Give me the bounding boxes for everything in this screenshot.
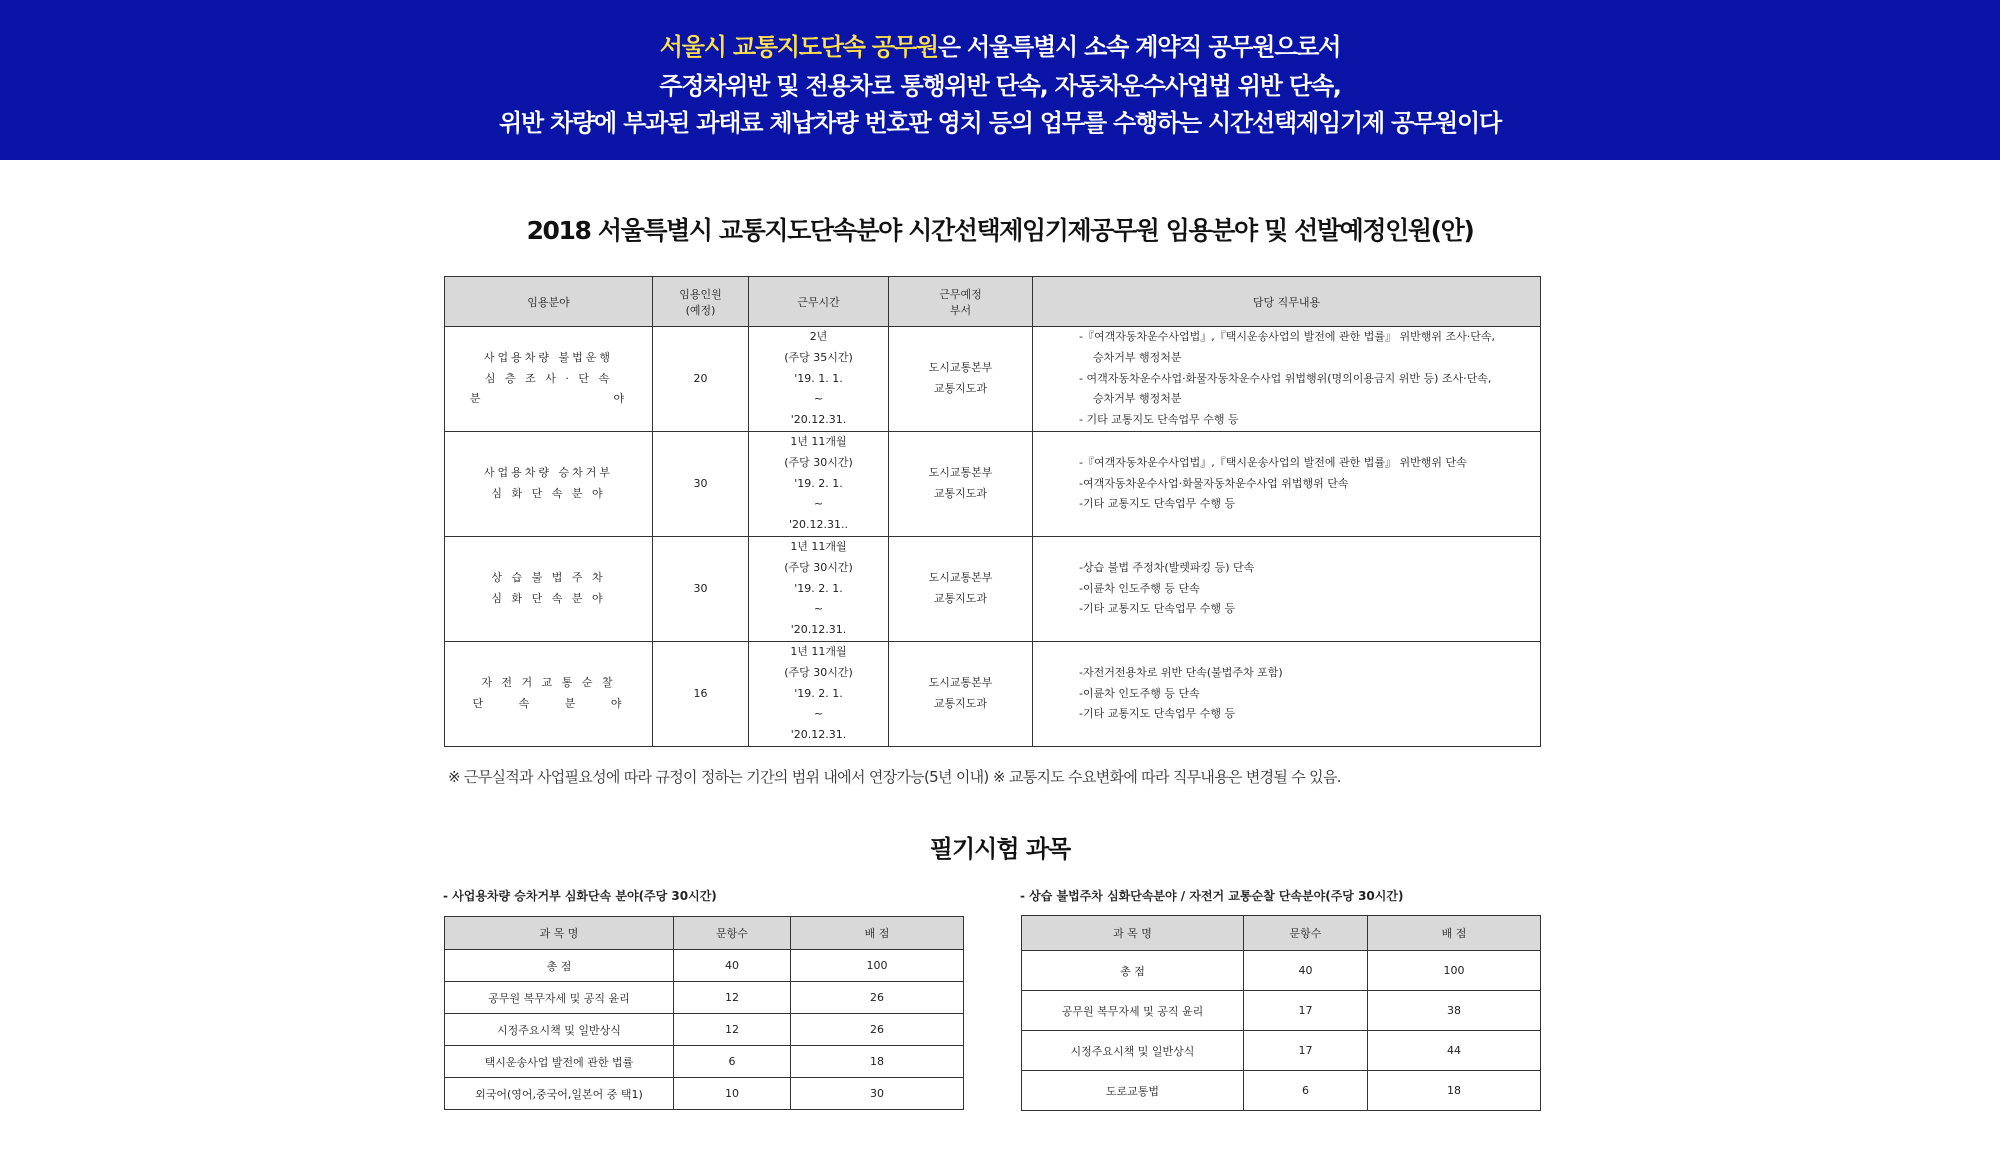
exam-table-2: [1021, 915, 1541, 1111]
header-dept: 근무예정 부서: [889, 277, 1033, 327]
exam-row: [445, 950, 964, 982]
note-duty-change: ※ 교통지도 수요변화에 따라 직무내용은 변경될 수 있음.: [993, 768, 1341, 786]
exam-question-count: 40: [674, 950, 791, 982]
exam-table-2-caption: - 상습 불법주차 심화단속분야 / 자전거 교통순찰 단속분야(주당 30시간): [1020, 889, 1404, 903]
exam-header-cell: 배 점: [1368, 916, 1541, 951]
header-hours: 근무시간: [749, 277, 889, 327]
exam-subject: 공무원 복무자세 및 공직 윤리: [445, 982, 674, 1014]
exam-row: [1022, 951, 1541, 991]
recruitment-row: [445, 642, 1541, 747]
cell-count: 20: [653, 327, 749, 432]
header-duty: 담당 직무내용: [1033, 277, 1541, 327]
exam-question-count: 12: [674, 982, 791, 1014]
exam-header-cell: 과 목 명: [1022, 916, 1244, 951]
exam-subject: 도로교통법: [1022, 1071, 1244, 1111]
exam-table-1-caption: - 사업용차량 승차거부 심화단속 분야(주당 30시간): [443, 889, 717, 903]
exam-question-count: 6: [674, 1046, 791, 1078]
header-field: 임용분야: [445, 277, 653, 327]
cell-hours: 1년 11개월 (주당 30시간) '19. 2. 1. ~ '20.12.31..: [749, 432, 889, 537]
note-extension: ※ 근무실적과 사업필요성에 따라 규정이 정하는 기간의 범위 내에서 연장가능(5년 이내): [448, 768, 989, 786]
banner-line-1: [0, 27, 2000, 62]
cell-field: 상 습 불 법 주 차 심 화 단 속 분 야: [445, 537, 653, 642]
exam-subject: 총 점: [445, 950, 674, 982]
exam-header-row: [445, 917, 964, 950]
exam-question-count: 6: [1244, 1071, 1368, 1111]
recruitment-table-header: [445, 277, 1541, 327]
exam-subject: 택시운송사업 발전에 관한 법률: [445, 1046, 674, 1078]
banner-highlight: 서울시 교통지도단속 공무원: [659, 33, 938, 61]
exam-points: 44: [1368, 1031, 1541, 1071]
cell-duty: -상습 불법 주정차(발렛파킹 등) 단속 -이륜차 인도주행 등 단속 -기타 교통지도 단속업무 수행 등: [1033, 537, 1541, 642]
exam-points: 100: [1368, 951, 1541, 991]
cell-duty: -자전거전용차로 위반 단속(불법주차 포함) -이륜차 인도주행 등 단속 -기타 교통지도 단속업무 수행 등: [1033, 642, 1541, 747]
cell-count: 30: [653, 537, 749, 642]
exam-points: 18: [791, 1046, 964, 1078]
page-title: 2018 서울특별시 교통지도단속분야 시간선택제임기제공무원 임용분야 및 선발예정인원(안): [526, 216, 1474, 245]
exam-row: [1022, 991, 1541, 1031]
exam-question-count: 40: [1244, 951, 1368, 991]
exam-points: 18: [1368, 1071, 1541, 1111]
recruitment-row: [445, 327, 1541, 432]
exam-points: 100: [791, 950, 964, 982]
exam-row: [1022, 1031, 1541, 1071]
exam-row: [1022, 1071, 1541, 1111]
banner-line-3: 위반 차량에 부과된 과태료 체납차량 번호판 영치 등의 업무를 수행하는 시간선택제임기제 공무원이다: [498, 109, 1502, 137]
exam-row: [445, 1078, 964, 1110]
banner-line-1-rest: 은 서울특별시 소속 계약직 공무원으로서: [937, 33, 1341, 61]
cell-dept: 도시교통본부 교통지도과: [889, 327, 1033, 432]
exam-question-count: 12: [674, 1014, 791, 1046]
exam-subject: 시정주요시책 및 일반상식: [445, 1014, 674, 1046]
cell-hours: 1년 11개월 (주당 30시간) '19. 2. 1. ~ '20.12.31.: [749, 537, 889, 642]
cell-count: 30: [653, 432, 749, 537]
cell-duty: -『여객자동차운수사업법』,『택시운송사업의 발전에 관한 법률』 위반행위 조사·단속, 승차거부 행정처분 - 여객자동차운수사업·화물자동차운수사업 위법행위(명의이용금지 위반 등) 조사·단속, 승차거부 행정처분 - 기타 교통지도 단속업무 수행 등: [1033, 327, 1541, 432]
recruitment-table: [444, 276, 1541, 747]
exam-row: [445, 982, 964, 1014]
exam-table-1: [444, 916, 964, 1110]
cell-field: 사업용차량 불법운행 심 층 조 사 · 단 속 분 야: [445, 327, 653, 432]
exam-question-count: 17: [1244, 991, 1368, 1031]
cell-count: 16: [653, 642, 749, 747]
exam-title: 필기시험 과목: [929, 835, 1071, 863]
cell-field: 사업용차량 승차거부 심 화 단 속 분 야: [445, 432, 653, 537]
exam-subject: 총 점: [1022, 951, 1244, 991]
exam-row: [445, 1046, 964, 1078]
cell-hours: 2년 (주당 35시간) '19. 1. 1. ~ '20.12.31.: [749, 327, 889, 432]
cell-dept: 도시교통본부 교통지도과: [889, 537, 1033, 642]
exam-header-cell: 문항수: [674, 917, 791, 950]
exam-header-cell: 과 목 명: [445, 917, 674, 950]
exam-points: 26: [791, 1014, 964, 1046]
header-count: 임용인원 (예정): [653, 277, 749, 327]
cell-duty: -『여객자동차운수사업법』,『택시운송사업의 발전에 관한 법률』 위반행위 단속 -여객자동차운수사업·화물자동차운수사업 위법행위 단속 -기타 교통지도 단속업무 수행 등: [1033, 432, 1541, 537]
cell-dept: 도시교통본부 교통지도과: [889, 432, 1033, 537]
exam-subject: 외국어(영어,중국어,일본어 중 택1): [445, 1078, 674, 1110]
exam-header-cell: 배 점: [791, 917, 964, 950]
banner-line-2: 주정차위반 및 전용차로 통행위반 단속, 자동차운수사업법 위반 단속,: [659, 72, 1341, 100]
recruitment-row: [445, 537, 1541, 642]
exam-points: 30: [791, 1078, 964, 1110]
intro-banner: [0, 0, 2000, 160]
exam-question-count: 10: [674, 1078, 791, 1110]
exam-points: 38: [1368, 991, 1541, 1031]
exam-points: 26: [791, 982, 964, 1014]
exam-header-row: [1022, 916, 1541, 951]
cell-field: 자 전 거 교 통 순 찰 단 속 분 야: [445, 642, 653, 747]
exam-header-cell: 문항수: [1244, 916, 1368, 951]
recruitment-row: [445, 432, 1541, 537]
exam-question-count: 17: [1244, 1031, 1368, 1071]
cell-dept: 도시교통본부 교통지도과: [889, 642, 1033, 747]
exam-subject: 시정주요시책 및 일반상식: [1022, 1031, 1244, 1071]
exam-subject: 공무원 복무자세 및 공직 윤리: [1022, 991, 1244, 1031]
cell-hours: 1년 11개월 (주당 30시간) '19. 2. 1. ~ '20.12.31.: [749, 642, 889, 747]
exam-row: [445, 1014, 964, 1046]
